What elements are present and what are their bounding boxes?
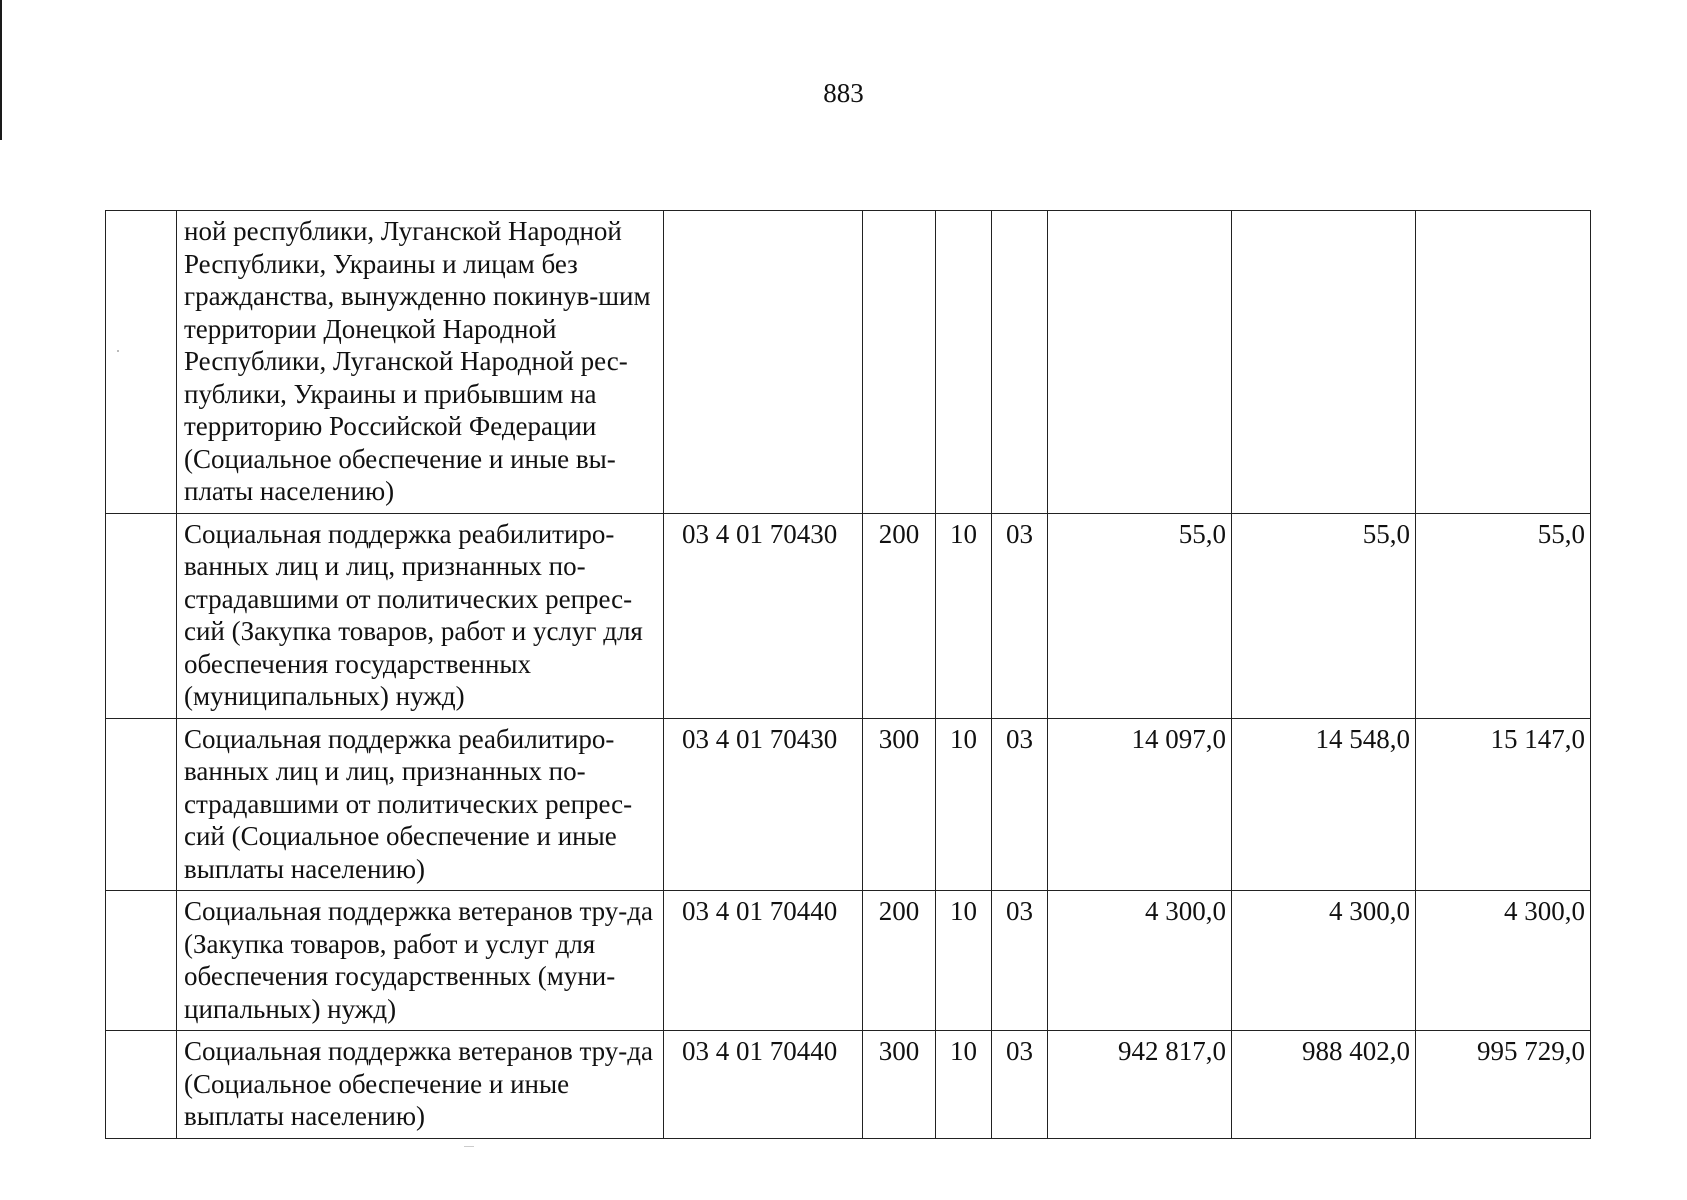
section-cell: 10 <box>936 1031 992 1139</box>
scan-edge-mark <box>0 0 2 140</box>
table-row <box>106 1031 1591 1139</box>
table-row <box>106 513 1591 718</box>
amount-1-cell: 4 300,0 <box>1048 891 1232 1031</box>
amount-1-cell <box>1048 211 1232 514</box>
amount-3-cell: 55,0 <box>1416 513 1591 718</box>
row-name-cell: ной республики, Луганской Народной Республики, Украины и лицам без гражданства, вынужденно покинув-шим территории Донецкой Народной Республики, Луганской Народной рес-публики, Украины и прибывшим на территорию Российской Федерации (Социальное обеспечение и иные вы-платы населению) <box>177 211 664 514</box>
scan-speck <box>464 1146 474 1147</box>
row-number-cell <box>106 211 177 514</box>
amount-3-cell: 995 729,0 <box>1416 1031 1591 1139</box>
section-cell: 10 <box>936 513 992 718</box>
amount-3-cell: 4 300,0 <box>1416 891 1591 1031</box>
section-cell <box>936 211 992 514</box>
row-number-cell <box>106 718 177 891</box>
amount-3-cell <box>1416 211 1591 514</box>
amount-1-cell: 942 817,0 <box>1048 1031 1232 1139</box>
target-article-cell: 03 4 01 70440 <box>664 1031 863 1139</box>
expense-type-cell: 200 <box>863 513 936 718</box>
amount-2-cell: 14 548,0 <box>1232 718 1416 891</box>
amount-2-cell: 988 402,0 <box>1232 1031 1416 1139</box>
subsection-cell: 03 <box>992 718 1048 891</box>
section-cell: 10 <box>936 891 992 1031</box>
subsection-cell: 03 <box>992 1031 1048 1139</box>
amount-2-cell <box>1232 211 1416 514</box>
subsection-cell: 03 <box>992 891 1048 1031</box>
row-number-cell <box>106 513 177 718</box>
expense-type-cell: 300 <box>863 1031 936 1139</box>
target-article-cell: 03 4 01 70430 <box>664 513 863 718</box>
section-cell: 10 <box>936 718 992 891</box>
page-number: 883 <box>823 78 864 108</box>
amount-3-cell: 15 147,0 <box>1416 718 1591 891</box>
budget-table <box>105 210 1591 1139</box>
row-number-cell <box>106 891 177 1031</box>
table-row <box>106 211 1591 514</box>
amount-2-cell: 4 300,0 <box>1232 891 1416 1031</box>
row-number-cell <box>106 1031 177 1139</box>
subsection-cell: 03 <box>992 513 1048 718</box>
row-name-cell: Социальная поддержка реабилитиро-ванных лиц и лиц, признанных по-страдавшими от политических репрес-сий (Социальное обеспечение и иные выплаты населению) <box>177 718 664 891</box>
amount-1-cell: 14 097,0 <box>1048 718 1232 891</box>
row-name-cell: Социальная поддержка ветеранов тру-да (Закупка товаров, работ и услуг для обеспечения государственных (муни-ципальных) нужд) <box>177 891 664 1031</box>
expense-type-cell: 300 <box>863 718 936 891</box>
target-article-cell <box>664 211 863 514</box>
row-name-cell: Социальная поддержка ветеранов тру-да (Социальное обеспечение и иные выплаты населению) <box>177 1031 664 1139</box>
amount-2-cell: 55,0 <box>1232 513 1416 718</box>
table-row <box>106 891 1591 1031</box>
row-name-cell: Социальная поддержка реабилитиро-ванных лиц и лиц, признанных по-страдавшими от политических репрес-сий (Закупка товаров, работ и услуг для обеспечения государственных (муниципальных) нужд) <box>177 513 664 718</box>
amount-1-cell: 55,0 <box>1048 513 1232 718</box>
expense-type-cell <box>863 211 936 514</box>
table-row <box>106 718 1591 891</box>
target-article-cell: 03 4 01 70430 <box>664 718 863 891</box>
expense-type-cell: 200 <box>863 891 936 1031</box>
target-article-cell: 03 4 01 70440 <box>664 891 863 1031</box>
subsection-cell <box>992 211 1048 514</box>
